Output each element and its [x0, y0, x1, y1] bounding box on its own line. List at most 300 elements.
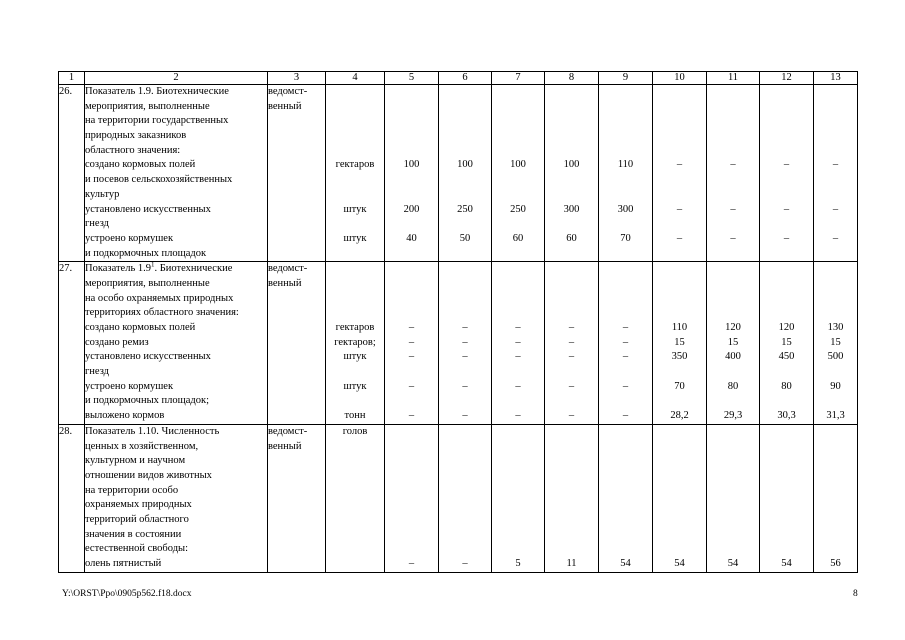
- value-cell: 250: [457, 203, 473, 215]
- indicator-line-text: создано кормовых полей: [85, 322, 196, 333]
- value-cell: [760, 262, 813, 277]
- value-cell: 500: [827, 351, 844, 363]
- value-cell: 15: [781, 336, 792, 348]
- value-cell: [599, 440, 652, 455]
- value-cell: [385, 513, 438, 528]
- value-cell: [599, 365, 652, 380]
- indicator-line-text: мероприятия, выполненные: [85, 100, 210, 112]
- value-cell: –: [462, 336, 468, 348]
- table-row: [59, 262, 858, 425]
- unit-cell: [326, 217, 384, 232]
- value-cell: –: [622, 322, 629, 333]
- value-cell: [545, 217, 598, 232]
- value-cell: [653, 306, 706, 321]
- value-cell: [545, 425, 598, 440]
- source-type: [268, 85, 326, 262]
- value-cell: [492, 129, 544, 144]
- value-cell: [760, 188, 813, 203]
- unit-cell: голов: [342, 425, 368, 437]
- value-cell: [385, 217, 438, 232]
- value-cell: [599, 85, 652, 100]
- value-cell: 11: [566, 558, 577, 569]
- value-column-5: [385, 85, 439, 262]
- source-type-line: венный: [268, 440, 302, 452]
- value-cell: [439, 100, 491, 115]
- value-cell: 130: [827, 322, 844, 333]
- unit-cell: [326, 262, 384, 277]
- value-cell: 15: [727, 336, 739, 348]
- indicator-line: [85, 203, 267, 218]
- value-cell: [439, 454, 491, 469]
- value-cell: [707, 394, 759, 409]
- value-cell: –: [622, 410, 629, 422]
- value-cell: [814, 173, 857, 188]
- indicator-line-text: ценных в хозяйственном,: [85, 440, 199, 452]
- footer-page-number: 8: [853, 589, 858, 599]
- value-cell: [707, 306, 759, 321]
- source-type: [268, 424, 326, 572]
- value-cell: [707, 365, 759, 380]
- value-cell: [760, 528, 813, 543]
- value-cell: 54: [727, 558, 739, 569]
- footer-file-path: Y:\ORST\Ppo\0905p562.f18.docx: [62, 589, 192, 599]
- value-cell: [707, 542, 759, 557]
- value-cell: –: [568, 351, 575, 363]
- value-cell: [439, 542, 491, 557]
- value-cell: [385, 365, 438, 380]
- value-cell: [545, 542, 598, 557]
- indicator-line-text: областного значения:: [85, 144, 181, 156]
- value-cell: [760, 513, 813, 528]
- value-cell: [599, 394, 652, 409]
- value-cell: [707, 454, 759, 469]
- indicator-line: [85, 85, 267, 100]
- value-cell: [760, 100, 813, 115]
- value-cell: [545, 144, 598, 159]
- value-cell: –: [408, 336, 415, 348]
- value-cell: [653, 277, 706, 292]
- value-cell: [653, 292, 706, 307]
- value-cell: 15: [830, 336, 841, 348]
- indicator-line-text: на территории государственных: [85, 115, 229, 127]
- value-cell: [814, 469, 857, 484]
- indicator-line: [85, 277, 267, 292]
- value-cell: [492, 469, 544, 484]
- value-cell: –: [676, 159, 683, 171]
- value-cell: [545, 469, 598, 484]
- value-cell: 100: [563, 159, 580, 171]
- value-cell: [492, 440, 544, 455]
- header-cell: 13: [814, 72, 858, 85]
- value-cell: [760, 85, 813, 100]
- indicator-line-text: Показатель 1.10. Численность: [85, 425, 220, 437]
- value-cell: [385, 262, 438, 277]
- value-cell: 54: [781, 558, 792, 569]
- source-type-line: ведомст-: [268, 425, 308, 437]
- value-cell: [707, 469, 759, 484]
- value-cell: [545, 498, 598, 513]
- value-cell: [814, 277, 857, 292]
- value-cell: [760, 425, 813, 440]
- indicator-line-text: устроено кормушек: [85, 380, 174, 392]
- value-cell: [545, 394, 598, 409]
- value-cell: –: [783, 232, 790, 244]
- indicator-line: [85, 365, 267, 380]
- value-cell: [492, 85, 544, 100]
- indicator-line-text: гнезд: [85, 218, 110, 230]
- indicator-line-text: мероприятия, выполненные: [85, 277, 210, 289]
- value-cell: [439, 247, 491, 262]
- value-cell: [492, 100, 544, 115]
- value-cell: [760, 173, 813, 188]
- value-cell: [599, 217, 652, 232]
- value-cell: [653, 144, 706, 159]
- header-cell: 12: [760, 72, 814, 85]
- value-cell: [599, 247, 652, 262]
- value-cell: [814, 129, 857, 144]
- value-column-8: [545, 85, 599, 262]
- value-cell: [814, 542, 857, 557]
- value-cell: [439, 277, 491, 292]
- header-cell: 9: [599, 72, 653, 85]
- header-cell: 3: [268, 72, 326, 85]
- value-cell: [599, 484, 652, 499]
- value-cell: [707, 528, 759, 543]
- indicator-line: [85, 350, 267, 365]
- indicator-line: [85, 188, 267, 203]
- value-cell: [760, 217, 813, 232]
- indicator-line: [85, 306, 267, 321]
- value-cell: [545, 262, 598, 277]
- value-cell: [653, 484, 706, 499]
- value-cell: [653, 114, 706, 129]
- value-cell: [385, 498, 438, 513]
- value-cell: [385, 440, 438, 455]
- value-cell: [707, 498, 759, 513]
- value-cell: [653, 129, 706, 144]
- value-column-12: [760, 424, 814, 572]
- value-cell: [385, 528, 438, 543]
- value-cell: [599, 100, 652, 115]
- indicator-text: [85, 85, 268, 262]
- table-row: [59, 85, 858, 262]
- value-cell: –: [622, 380, 629, 392]
- value-column-8: [545, 262, 599, 425]
- value-cell: [385, 85, 438, 100]
- value-cell: –: [568, 322, 575, 333]
- value-cell: [385, 454, 438, 469]
- value-cell: [653, 454, 706, 469]
- value-cell: [492, 484, 544, 499]
- value-cell: [545, 277, 598, 292]
- header-cell: 11: [707, 72, 760, 85]
- value-cell: [814, 217, 857, 232]
- value-cell: 28,2: [670, 410, 689, 422]
- indicator-line: [85, 247, 267, 262]
- unit-cell: гектаров: [335, 322, 375, 333]
- value-cell: [385, 173, 438, 188]
- unit-cell: [326, 498, 384, 513]
- value-cell: [545, 114, 598, 129]
- indicator-line: [85, 144, 267, 159]
- value-cell: [707, 277, 759, 292]
- indicator-line-text: значения в состоянии: [85, 528, 182, 540]
- value-cell: [814, 100, 857, 115]
- value-cell: –: [568, 410, 575, 422]
- value-cell: [439, 188, 491, 203]
- value-cell: [545, 100, 598, 115]
- value-cell: –: [832, 159, 839, 171]
- indicator-line: [85, 232, 267, 247]
- value-cell: [814, 306, 857, 321]
- indicator-line: [85, 528, 267, 543]
- value-cell: –: [408, 380, 415, 392]
- value-cell: [814, 513, 857, 528]
- header-cell: 2: [85, 72, 268, 85]
- value-cell: [760, 114, 813, 129]
- value-cell: [439, 440, 491, 455]
- value-cell: [814, 498, 857, 513]
- value-cell: [599, 262, 652, 277]
- value-cell: [545, 365, 598, 380]
- indicator-line: [85, 129, 267, 144]
- value-cell: [814, 454, 857, 469]
- value-cell: [707, 292, 759, 307]
- value-cell: –: [515, 336, 521, 348]
- value-cell: [653, 513, 706, 528]
- value-column-9: [599, 424, 653, 572]
- value-cell: –: [462, 351, 468, 363]
- unit-cell: штук: [343, 380, 367, 392]
- value-cell: 450: [778, 351, 795, 363]
- value-cell: [439, 425, 491, 440]
- value-cell: [653, 217, 706, 232]
- value-cell: [545, 85, 598, 100]
- value-cell: [385, 144, 438, 159]
- value-cell: 60: [512, 232, 524, 244]
- indicator-line: [85, 454, 267, 469]
- value-cell: 56: [830, 558, 841, 569]
- value-cell: [599, 542, 652, 557]
- value-cell: 350: [671, 351, 688, 363]
- value-cell: 110: [671, 322, 688, 333]
- unit-cell: [326, 100, 384, 115]
- header-cell: 8: [545, 72, 599, 85]
- indicator-line: [85, 217, 267, 232]
- indicator-line-text: гнезд: [85, 366, 110, 378]
- value-column-10: [653, 262, 707, 425]
- unit-column: [326, 262, 385, 425]
- value-column-10: [653, 424, 707, 572]
- unit-cell: [326, 144, 384, 159]
- indicator-line-text: естественной свободы:: [85, 543, 189, 555]
- value-cell: [492, 188, 544, 203]
- value-cell: [545, 513, 598, 528]
- value-cell: [439, 498, 491, 513]
- unit-cell: [326, 247, 384, 262]
- value-cell: –: [462, 410, 468, 422]
- row-number: 27.: [59, 262, 85, 425]
- indicator-line: [85, 557, 267, 572]
- value-cell: [653, 188, 706, 203]
- value-cell: [599, 173, 652, 188]
- header-cell: 1: [59, 72, 85, 85]
- superscript: 1: [151, 260, 155, 269]
- value-cell: –: [462, 380, 468, 392]
- value-cell: –: [832, 232, 839, 244]
- indicator-line-text: Показатель 1.9. Биотехнические: [85, 86, 229, 97]
- value-cell: [653, 469, 706, 484]
- value-cell: [653, 247, 706, 262]
- value-cell: [439, 513, 491, 528]
- value-cell: [599, 129, 652, 144]
- value-cell: [439, 144, 491, 159]
- indicator-line: [85, 409, 267, 424]
- value-cell: 29,3: [723, 410, 743, 422]
- value-cell: 300: [617, 203, 634, 215]
- unit-cell: штук: [343, 232, 367, 244]
- value-cell: –: [730, 232, 736, 244]
- value-cell: [385, 277, 438, 292]
- value-cell: [439, 469, 491, 484]
- unit-cell: [326, 484, 384, 499]
- value-cell: 40: [406, 232, 417, 244]
- value-cell: [707, 114, 759, 129]
- value-cell: [814, 262, 857, 277]
- value-cell: –: [622, 336, 629, 348]
- value-cell: 110: [617, 159, 634, 171]
- value-cell: [439, 262, 491, 277]
- value-cell: 400: [725, 351, 741, 363]
- unit-cell: [326, 188, 384, 203]
- value-cell: [545, 528, 598, 543]
- value-cell: [492, 173, 544, 188]
- indicator-line: [85, 173, 267, 188]
- value-cell: [599, 188, 652, 203]
- value-cell: [814, 528, 857, 543]
- row-number: 26.: [59, 85, 85, 262]
- indicator-line: [85, 425, 267, 440]
- value-column-11: [707, 85, 760, 262]
- value-cell: –: [408, 410, 415, 422]
- value-cell: [385, 469, 438, 484]
- unit-cell: [326, 129, 384, 144]
- unit-cell: [326, 365, 384, 380]
- value-cell: [545, 292, 598, 307]
- value-cell: [707, 247, 759, 262]
- value-cell: [545, 188, 598, 203]
- value-cell: [492, 114, 544, 129]
- value-column-12: [760, 262, 814, 425]
- value-cell: [439, 394, 491, 409]
- value-column-13: [814, 262, 858, 425]
- value-cell: [707, 425, 759, 440]
- indicator-line: [85, 394, 267, 409]
- unit-cell: [326, 85, 384, 100]
- value-cell: [760, 129, 813, 144]
- value-cell: 120: [725, 322, 741, 333]
- value-cell: [760, 292, 813, 307]
- value-cell: [545, 484, 598, 499]
- indicator-line: [85, 292, 267, 307]
- value-cell: [385, 100, 438, 115]
- value-cell: [492, 425, 544, 440]
- value-cell: [599, 144, 652, 159]
- indicator-line-text: выложено кормов: [85, 410, 165, 422]
- value-cell: –: [462, 558, 468, 569]
- header-row: [59, 72, 858, 85]
- value-cell: [599, 114, 652, 129]
- value-column-5: [385, 424, 439, 572]
- indicator-line-text: устроено кормушек: [85, 232, 174, 244]
- value-cell: [814, 365, 857, 380]
- indicator-line: [85, 262, 267, 277]
- value-cell: [492, 454, 544, 469]
- row-number: 28.: [59, 424, 85, 572]
- value-cell: –: [676, 232, 683, 244]
- value-cell: [707, 262, 759, 277]
- source-type-line: ведомст-: [268, 86, 308, 97]
- value-cell: [492, 306, 544, 321]
- indicator-line: [85, 380, 267, 395]
- value-cell: [599, 513, 652, 528]
- value-cell: [492, 292, 544, 307]
- value-cell: –: [462, 322, 468, 333]
- value-cell: [439, 365, 491, 380]
- value-cell: [707, 144, 759, 159]
- source-type: [268, 262, 326, 425]
- value-cell: [707, 484, 759, 499]
- indicator-line: [85, 114, 267, 129]
- value-cell: –: [676, 203, 683, 215]
- indicator-line: [85, 542, 267, 557]
- unit-cell: [326, 440, 384, 455]
- value-cell: 100: [403, 159, 420, 171]
- value-column-6: [439, 85, 492, 262]
- value-cell: [814, 144, 857, 159]
- value-cell: [760, 144, 813, 159]
- value-cell: [385, 292, 438, 307]
- value-column-6: [439, 262, 492, 425]
- value-column-10: [653, 85, 707, 262]
- value-cell: [545, 247, 598, 262]
- value-cell: [707, 129, 759, 144]
- unit-cell: [326, 306, 384, 321]
- value-column-7: [492, 262, 545, 425]
- indicator-line-text: создано ремиз: [85, 336, 149, 348]
- value-cell: [760, 498, 813, 513]
- indicator-line: [85, 158, 267, 173]
- value-cell: –: [515, 380, 521, 392]
- indicator-line-text: на особо охраняемых природных: [85, 292, 234, 304]
- value-cell: [439, 129, 491, 144]
- value-cell: [492, 277, 544, 292]
- value-cell: [599, 528, 652, 543]
- value-cell: [492, 262, 544, 277]
- value-cell: [385, 129, 438, 144]
- unit-cell: штук: [343, 351, 367, 363]
- value-cell: –: [730, 203, 736, 215]
- value-cell: [814, 484, 857, 499]
- value-cell: [707, 85, 759, 100]
- value-cell: 80: [727, 380, 739, 392]
- value-cell: 250: [510, 203, 526, 215]
- value-cell: [492, 365, 544, 380]
- value-cell: [599, 454, 652, 469]
- value-cell: [439, 114, 491, 129]
- indicator-line-text: культур: [85, 188, 120, 200]
- unit-cell: [326, 173, 384, 188]
